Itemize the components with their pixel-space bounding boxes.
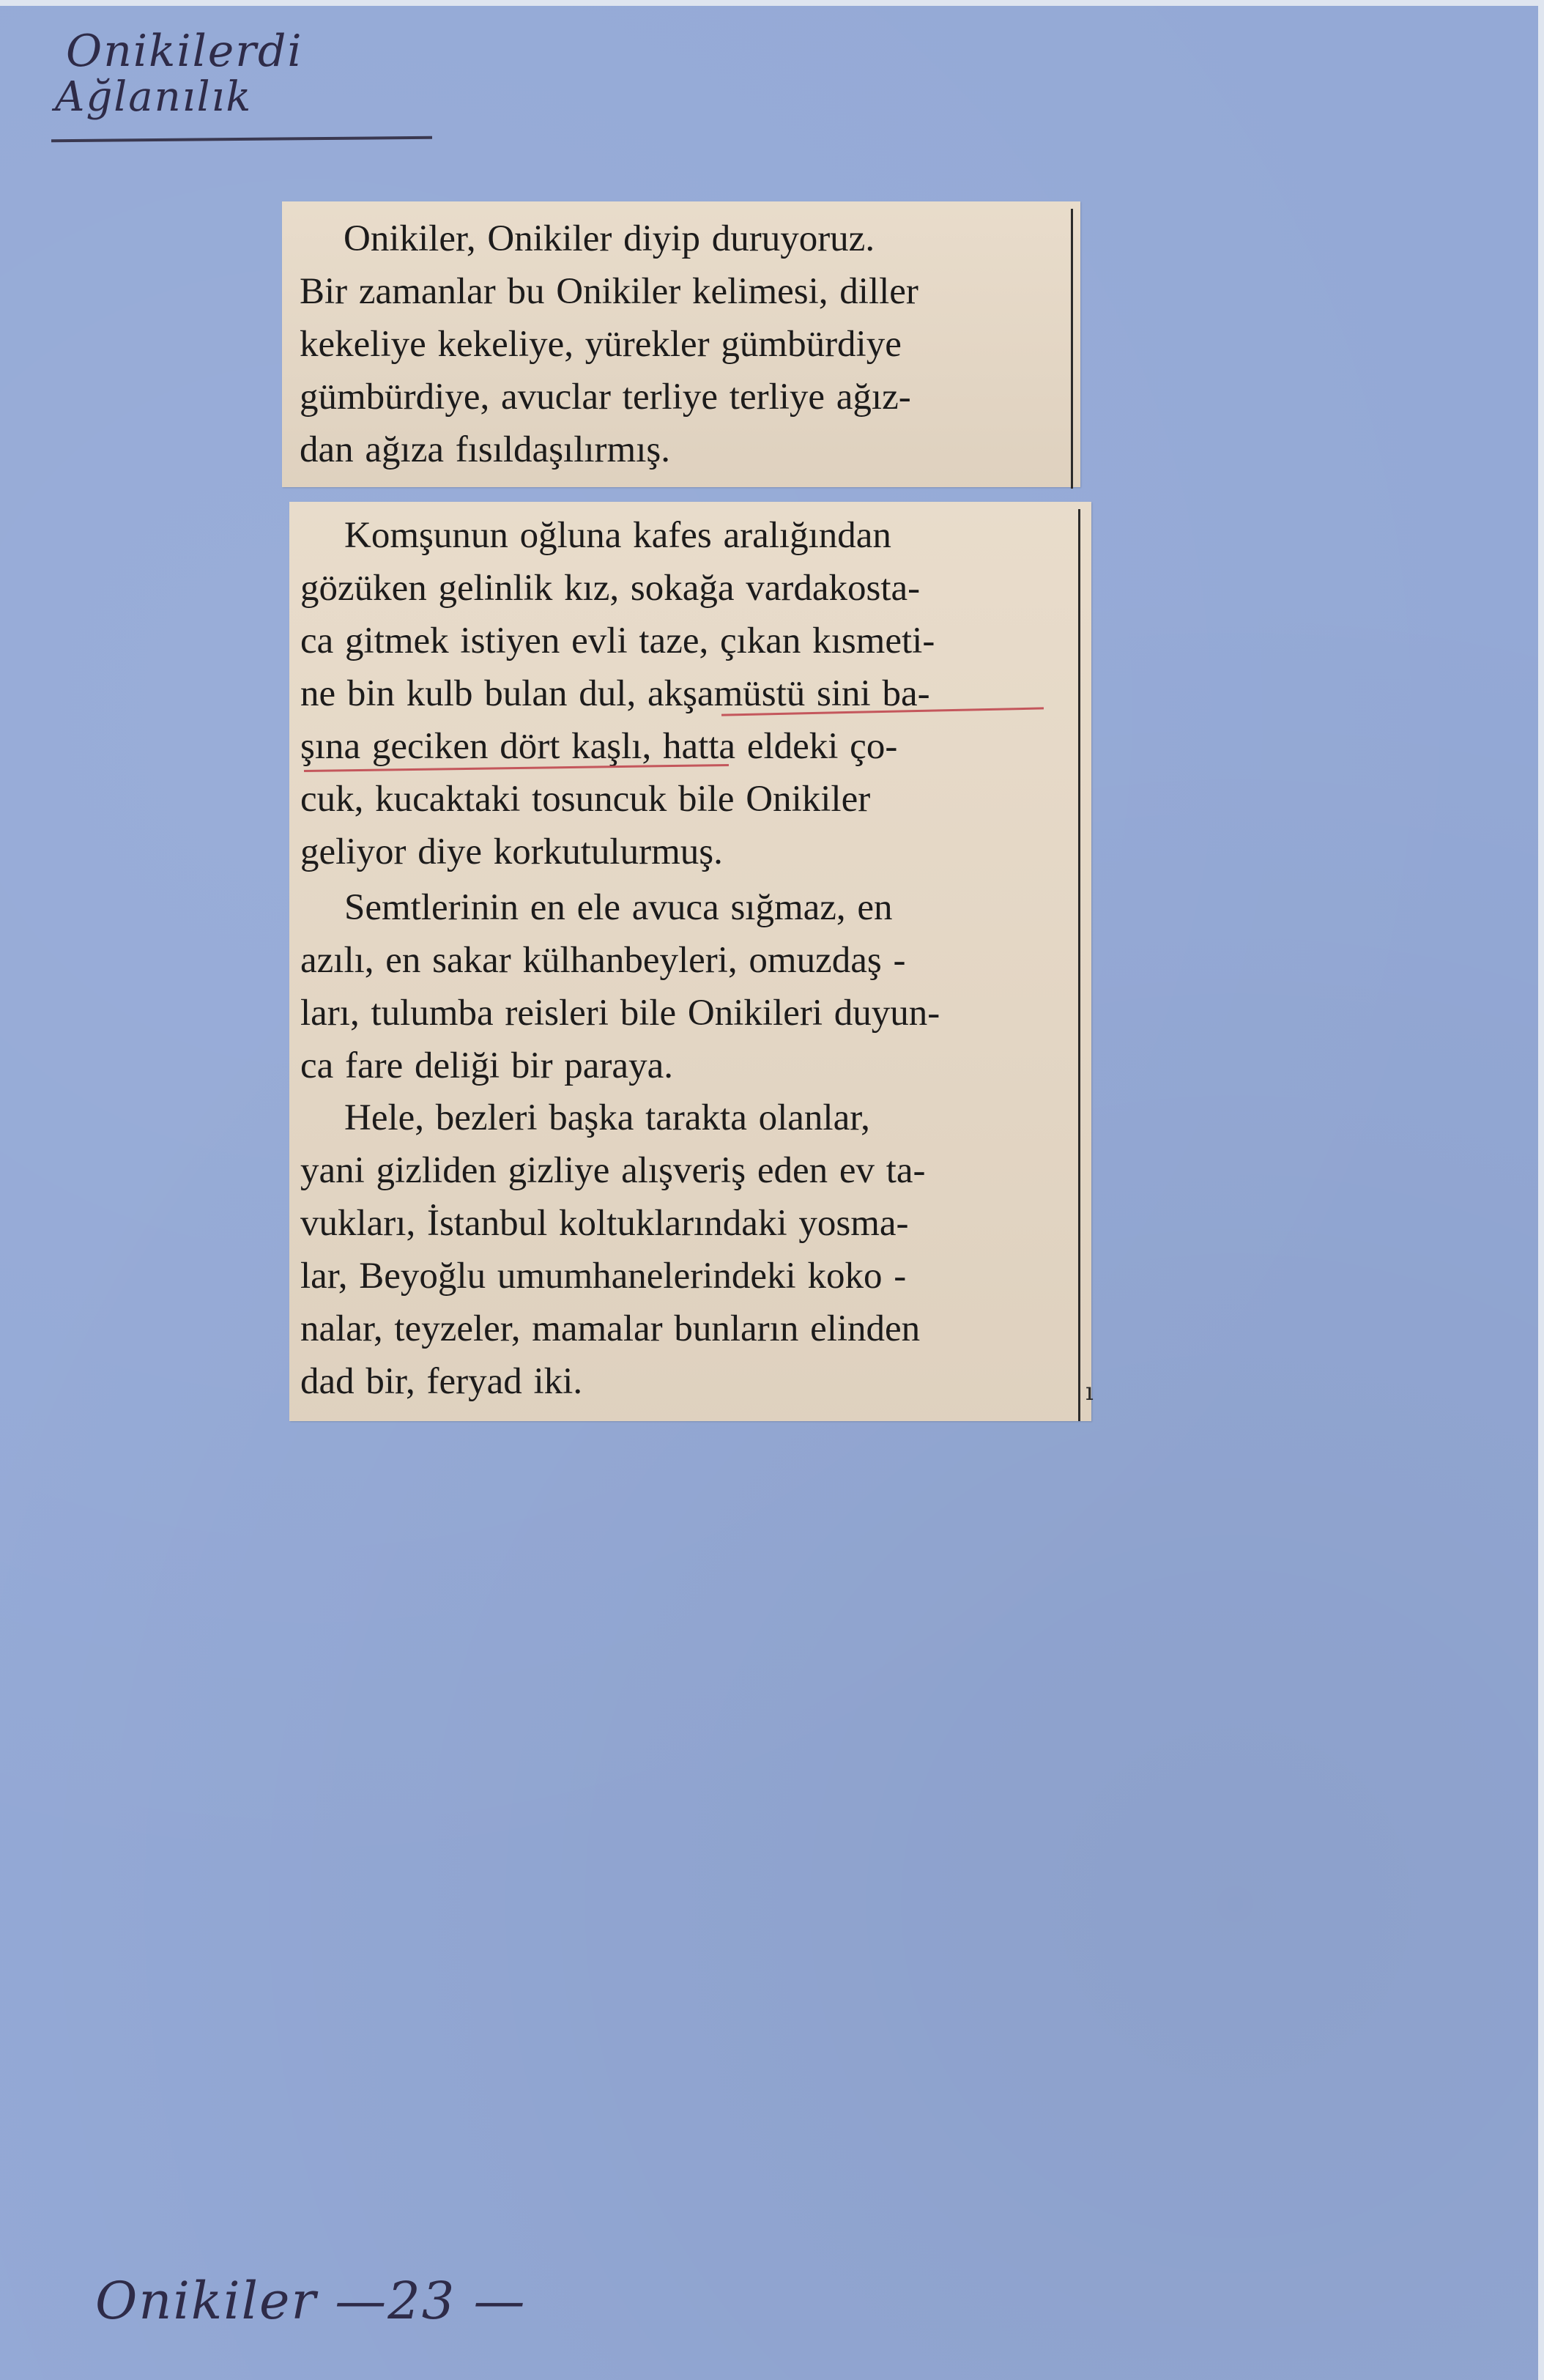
- newspaper-clipping-2: [289, 502, 1091, 1421]
- text-line: dan ağıza fısıldaşılırmış.: [300, 429, 670, 470]
- text-line: gözüken gelinlik kız, sokağa vardakosta-: [300, 568, 921, 609]
- text-line: azılı, en sakar külhanbeyleri, omuzdaş -: [300, 940, 906, 981]
- text-line: dad bir, feryad iki.: [300, 1361, 583, 1402]
- handwritten-underline: [51, 136, 432, 143]
- margin-mark: ı: [1085, 1377, 1094, 1406]
- text-line: geliyor diye korkutulurmuş.: [300, 831, 723, 872]
- text-line: vukları, İstanbul koltuklarındaki yosma-: [300, 1203, 909, 1244]
- text-line: kekeliye kekeliye, yürekler gümbürdiye: [300, 324, 902, 365]
- column-rule: [1078, 509, 1080, 1421]
- handwritten-title-line-1: Onikilerdi: [66, 26, 303, 77]
- text-line: cuk, kucaktaki tosuncuk bile Onikiler: [300, 779, 871, 820]
- text-line: Bir zamanlar bu Onikiler kelimesi, diller: [300, 271, 918, 312]
- clipping-2-paragraph-1: [300, 509, 1069, 878]
- text-line: Komşunun oğluna kafes aralığından: [344, 515, 891, 556]
- clipping-1-paragraph: [300, 212, 1061, 476]
- text-line: Semtlerinin en ele avuca sığmaz, en: [344, 887, 893, 928]
- clipping-2-paragraph-3: [300, 1091, 1069, 1408]
- text-line: gümbürdiye, avuclar terliye terliye ağız-: [300, 377, 911, 418]
- text-line: lar, Beyoğlu umumhanelerindeki koko -: [300, 1256, 907, 1297]
- text-line: Onikiler, Onikiler diyip duruyoruz.: [344, 218, 875, 259]
- text-line: şına geciken dört kaşlı, hatta eldeki ço-: [300, 726, 898, 767]
- text-line: nalar, teyzeler, mamalar bunların elinden: [300, 1308, 921, 1349]
- text-line: yani gizliden gizliye alışveriş eden ev ta-: [300, 1150, 926, 1191]
- handwritten-page-label: Onikiler —23 —: [95, 2271, 527, 2331]
- newspaper-clipping-1: [282, 201, 1080, 487]
- text-line: ca fare deliği bir paraya.: [300, 1045, 673, 1086]
- text-line: ları, tulumba reisleri bile Onikileri duyun-: [300, 993, 940, 1034]
- handwritten-title-line-2: Ağlanılık: [55, 73, 253, 121]
- clipping-2-paragraph-2: [300, 881, 1069, 1092]
- text-line: ne bin kulb bulan dul, akşamüstü sini ba-: [300, 673, 930, 714]
- sheet-top-edge: [0, 0, 1544, 6]
- text-line: Hele, bezleri başka tarakta olanlar,: [344, 1097, 870, 1138]
- column-rule: [1071, 209, 1073, 489]
- text-line: ca gitmek istiyen evli taze, çıkan kısmeti-: [300, 620, 935, 661]
- sheet-right-edge: [1538, 0, 1544, 2380]
